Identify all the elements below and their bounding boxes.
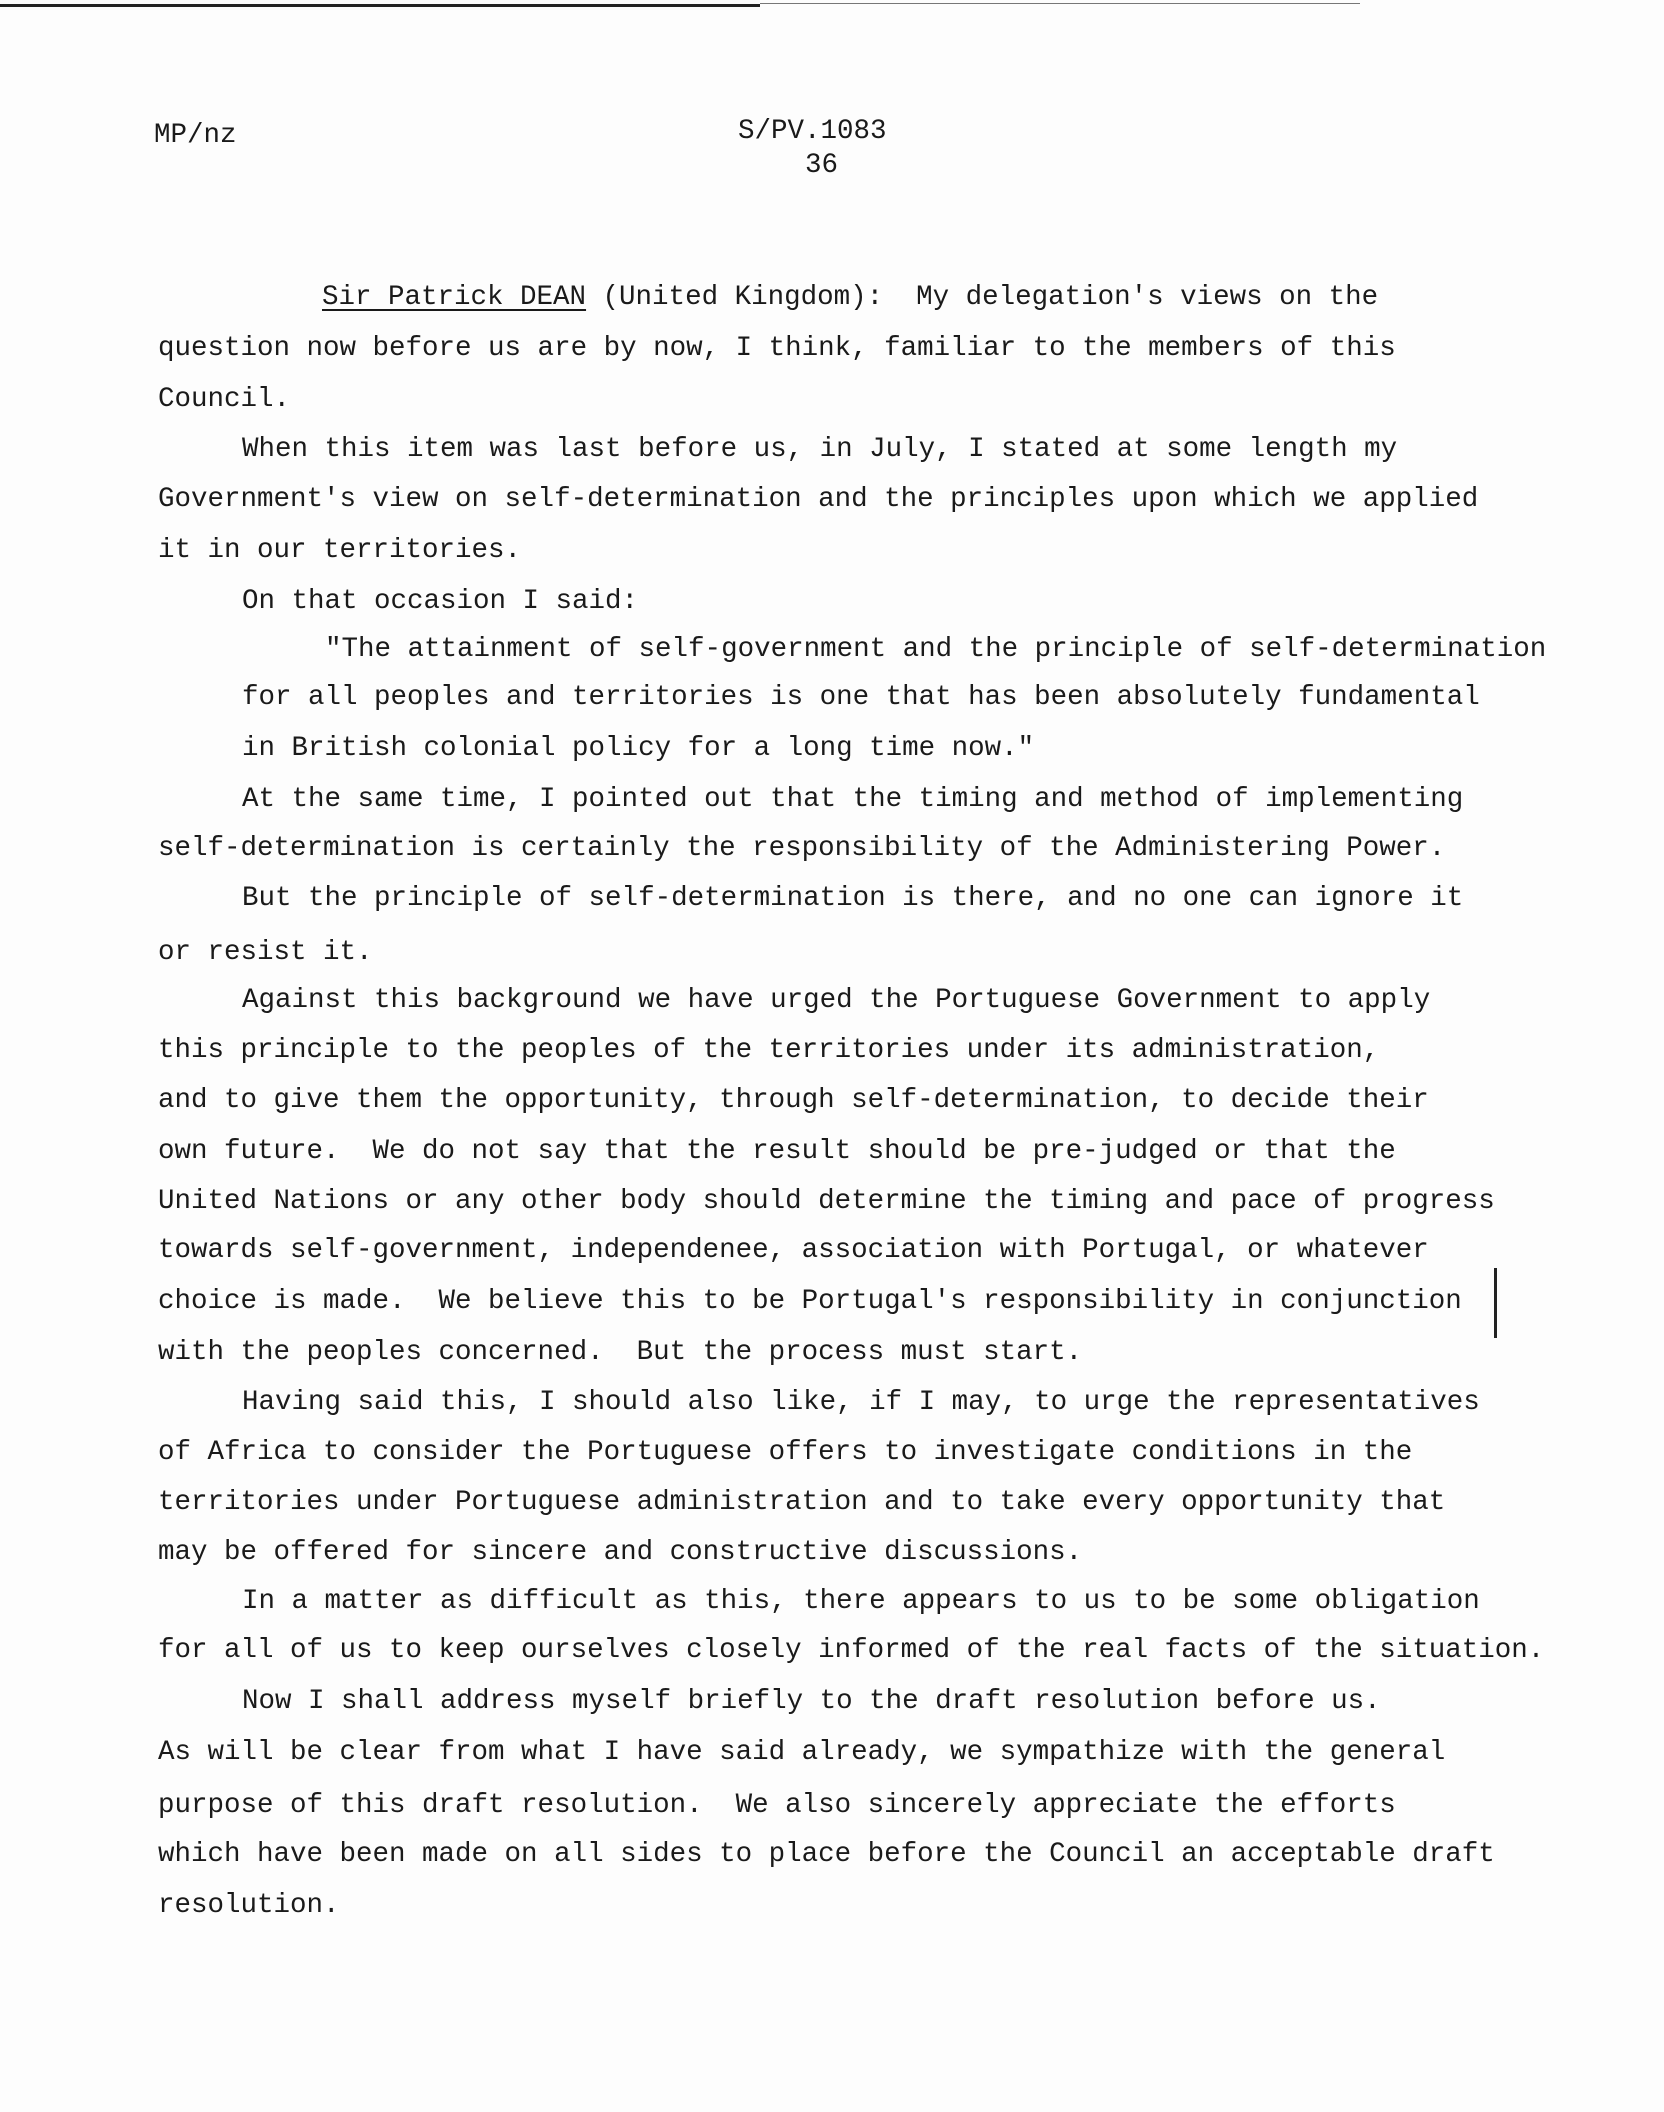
text-line: for all of us to keep ourselves closely informed of the real facts of the situation. bbox=[158, 1635, 1545, 1666]
scan-edge-line bbox=[760, 3, 1360, 4]
text-line: Government's view on self-determination and the principles upon which we applied bbox=[158, 484, 1479, 515]
text-line-rest: (United Kingdom): My delegation's views on the bbox=[586, 282, 1379, 313]
text-line: Having said this, I should also like, if I may, to urge the representatives bbox=[242, 1387, 1480, 1418]
text-line: As will be clear from what I have said already, we sympathize with the general bbox=[158, 1737, 1446, 1768]
text-line: At the same time, I pointed out that the timing and method of implementing bbox=[242, 784, 1464, 815]
margin-mark bbox=[1494, 1268, 1497, 1338]
text-line: and to give them the opportunity, through self-determination, to decide their bbox=[158, 1085, 1429, 1116]
text-line: or resist it. bbox=[158, 937, 373, 968]
text-line: of Africa to consider the Portuguese offers to investigate conditions in the bbox=[158, 1437, 1413, 1468]
text-line: "The attainment of self-government and the principle of self-determination bbox=[325, 634, 1547, 665]
page-number: 36 bbox=[805, 150, 839, 181]
text-line: territories under Portuguese administration and to take every opportunity that bbox=[158, 1487, 1446, 1518]
text-line: When this item was last before us, in July, I stated at some length my bbox=[242, 434, 1398, 465]
text-line bbox=[322, 282, 1378, 314]
text-line: choice is made. We believe this to be Portugal's responsibility in conjunction bbox=[158, 1286, 1462, 1317]
text-line: it in our territories. bbox=[158, 535, 522, 566]
scan-edge-line bbox=[0, 4, 760, 7]
text-line: Council. bbox=[158, 384, 291, 415]
text-line: this principle to the peoples of the territories under its administration, bbox=[158, 1035, 1380, 1066]
text-line: question now before us are by now, I think, familiar to the members of this bbox=[158, 333, 1396, 364]
text-line: purpose of this draft resolution. We also sincerely appreciate the efforts bbox=[158, 1790, 1396, 1821]
text-line: resolution. bbox=[158, 1890, 340, 1921]
text-line: with the peoples concerned. But the process must start. bbox=[158, 1337, 1083, 1368]
speaker-name: Sir Patrick DEAN bbox=[322, 282, 587, 313]
text-line: Against this background we have urged the Portuguese Government to apply bbox=[242, 985, 1431, 1016]
text-line: self-determination is certainly the responsibility of the Administering Power. bbox=[158, 833, 1446, 864]
text-line: which have been made on all sides to place before the Council an acceptable draft bbox=[158, 1839, 1495, 1870]
text-line: Now I shall address myself briefly to the draft resolution before us. bbox=[242, 1686, 1381, 1717]
text-line: On that occasion I said: bbox=[242, 586, 639, 617]
text-line: in British colonial policy for a long time now." bbox=[242, 733, 1035, 764]
text-line: towards self-government, independenee, association with Portugal, or whatever bbox=[158, 1235, 1429, 1266]
text-line: own future. We do not say that the result should be pre-judged or that the bbox=[158, 1136, 1396, 1167]
text-line: may be offered for sincere and constructive discussions. bbox=[158, 1537, 1083, 1568]
document-symbol: S/PV.1083 bbox=[738, 116, 887, 147]
text-line: United Nations or any other body should determine the timing and pace of progress bbox=[158, 1186, 1495, 1217]
header-initials: MP/nz bbox=[154, 120, 237, 151]
text-line: In a matter as difficult as this, there appears to us to be some obligation bbox=[242, 1586, 1480, 1617]
text-line: But the principle of self-determination is there, and no one can ignore it bbox=[242, 883, 1464, 914]
text-line: for all peoples and territories is one that has been absolutely fundamental bbox=[242, 682, 1480, 713]
